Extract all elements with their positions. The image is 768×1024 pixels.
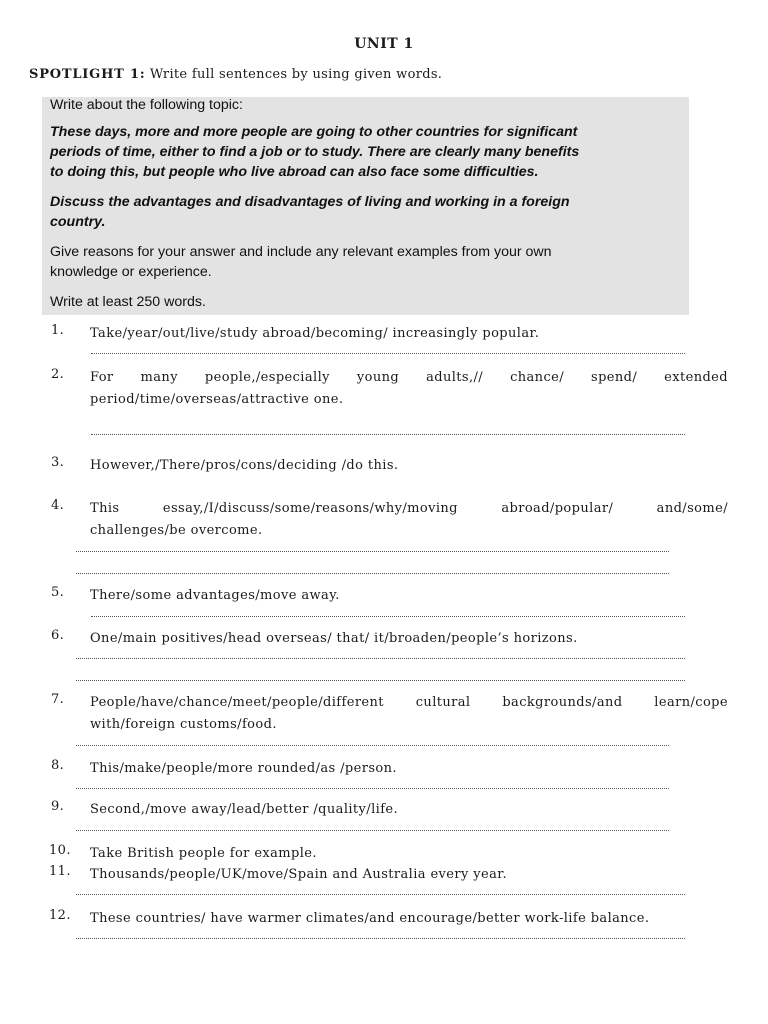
item-prompt: However,/There/pros/cons/deciding /do this. xyxy=(90,458,399,473)
item-number: 10. xyxy=(49,843,71,858)
item-number: 4. xyxy=(51,498,65,513)
answer-line-8[interactable] xyxy=(76,787,669,789)
item-number: 11. xyxy=(49,864,71,879)
prompt-discuss-line: Discuss the advantages and disadvantages of living and working in a foreign xyxy=(50,194,570,210)
item-prompt: People/have/chance/meet/people/different cultural backgrounds/and learn/cope xyxy=(90,695,728,710)
answer-line-12[interactable] xyxy=(76,937,685,939)
item-prompt: Take/year/out/live/study abroad/becoming/ increasingly popular. xyxy=(90,326,540,341)
item-number: 1. xyxy=(51,323,65,338)
item-number: 12. xyxy=(49,908,71,923)
prompt-discuss xyxy=(50,192,681,232)
item-prompt: Take British people for example. xyxy=(90,846,317,861)
prompt-discuss-line: country. xyxy=(50,214,106,230)
prompt-topic xyxy=(50,122,681,182)
prompt-topic-line: periods of time, either to find a job or to study. There are clearly many benefits xyxy=(50,144,580,160)
item-prompt-continued: period/time/overseas/attractive one. xyxy=(90,392,344,407)
item-prompt: For many people,/especially young adults,// chance/ spend/ extended xyxy=(90,370,728,385)
prompt-reasons-line: Give reasons for your answer and include any relevant examples from your own xyxy=(50,244,552,260)
instruction-text: Write full sentences by using given words. xyxy=(149,67,443,82)
item-number: 5. xyxy=(51,585,65,600)
item-prompt: There/some advantages/move away. xyxy=(90,588,340,603)
item-number: 8. xyxy=(51,758,65,773)
prompt-word-count: Write at least 250 words. xyxy=(50,294,206,310)
item-prompt: Second,/move away/lead/better /quality/life. xyxy=(90,802,399,817)
prompt-topic-line: These days, more and more people are going to other countries for significant xyxy=(50,124,578,140)
prompt-intro: Write about the following topic: xyxy=(50,97,243,113)
spotlight-label: SPOTLIGHT 1: xyxy=(29,67,146,82)
answer-line-7[interactable] xyxy=(76,744,669,746)
answer-line-11[interactable] xyxy=(76,893,685,895)
prompt-reasons-line: knowledge or experience. xyxy=(50,264,212,280)
answer-line-4b[interactable] xyxy=(76,572,669,574)
item-number: 3. xyxy=(51,455,65,470)
item-prompt: This/make/people/more rounded/as /person. xyxy=(90,761,397,776)
essay-prompt-box xyxy=(42,97,689,315)
item-number: 7. xyxy=(51,692,65,707)
answer-line-6b[interactable] xyxy=(76,679,685,681)
answer-line-2[interactable] xyxy=(91,433,685,435)
answer-line-4a[interactable] xyxy=(76,550,669,552)
spotlight-instruction xyxy=(29,67,442,82)
answer-line-5[interactable] xyxy=(91,615,685,617)
item-prompt: Thousands/people/UK/move/Spain and Australia every year. xyxy=(90,867,507,882)
item-prompt-continued: with/foreign customs/food. xyxy=(90,717,277,732)
item-number: 2. xyxy=(51,367,65,382)
item-prompt: These countries/ have warmer climates/and encourage/better work-life balance. xyxy=(90,911,650,926)
item-number: 9. xyxy=(51,799,65,814)
prompt-reasons xyxy=(50,242,681,282)
item-prompt: One/main positives/head overseas/ that/ it/broaden/people’s horizons. xyxy=(90,631,578,646)
unit-title: UNIT 1 xyxy=(354,36,414,52)
answer-line-9[interactable] xyxy=(76,829,669,831)
item-prompt-continued: challenges/be overcome. xyxy=(90,523,263,538)
prompt-topic-line: to doing this, but people who live abroad can also face some difficulties. xyxy=(50,164,539,180)
answer-line-1[interactable] xyxy=(91,352,685,354)
item-number: 6. xyxy=(51,628,65,643)
answer-line-6a[interactable] xyxy=(76,657,685,659)
item-prompt: This essay,/I/discuss/some/reasons/why/moving abroad/popular/ and/some/ xyxy=(90,501,728,516)
